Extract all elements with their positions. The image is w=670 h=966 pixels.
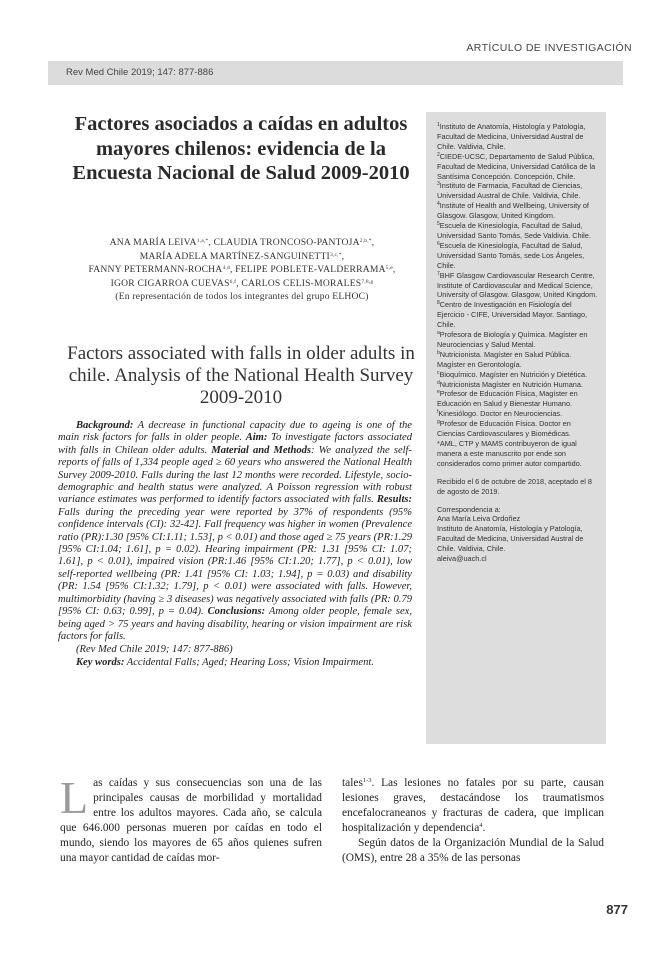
affiliation-text: CIEDE-UCSC, Departamento de Salud Pública, Facultad de Medicina, Universidad Católica de la Santísima Concepción. Concepción, Chile. [437, 151, 596, 181]
affiliation-mark: e [437, 389, 440, 396]
affiliation-text: Institute of Health and Wellbeing, University of Glasgow. Glasgow, United Kingdom. [437, 201, 589, 221]
affiliation-text: Nutricionista. Magíster en Salud Pública. Magíster en Gerontología. [437, 349, 572, 369]
affiliation-item [437, 380, 599, 390]
affiliation-mark: d [437, 379, 440, 386]
affiliation-item [437, 201, 599, 221]
affiliation-text: Instituto de Farmacia, Facultad de Ciencias, Universidad Austral de Chile. Valdivia, Chile. [437, 181, 583, 201]
affiliation-text: Kinesiólogo. Doctor en Neurociencias. [438, 409, 563, 419]
affiliation-item [437, 241, 599, 271]
affiliation-item [437, 181, 599, 201]
author-affiliation-mark: 2,b,* [359, 238, 372, 244]
abstract-methods-label: Material and Methods [211, 444, 311, 456]
author-affiliation-mark: 6,f [229, 278, 237, 285]
author-affiliation-mark: 3,c,* [329, 251, 342, 258]
affiliation-text: Profesor de Educación Física. Doctor en Ciencias Cardiovasculares y Biomédicas. [437, 419, 571, 439]
affiliation-text: Centro de Investigación en Fisiología del Ejercicio - CIFE, Universidad Mayor. Santiago, Chile. [437, 300, 588, 330]
affiliation-mark: c [437, 369, 440, 376]
affiliation-item [437, 122, 599, 152]
body-paragraph [60, 772, 322, 867]
affiliation-item [437, 152, 599, 182]
article-title-spanish: Factores asociados a caídas en adultos mayores chilenos: evidencia de la Encuesta Nacional de Salud 2009-2010 [72, 113, 410, 184]
contribution-note: *AML, CTP y MAMS contribuyeron de igual manera a este manuscrito por ende son considerados como primer autor compartido. [437, 439, 582, 468]
author-affiliation-mark: 1,a,* [196, 238, 209, 244]
affiliation-item [437, 419, 599, 439]
keywords-label: Key words: [76, 656, 125, 668]
affiliation-text: BHF Glasgow Cardiovascular Research Centre, Institute of Cardiovascular and Medical Science, University of Glasgow. Glasgow, United Kingdom. [437, 270, 598, 300]
body-text: as caídas y sus consecuencias son una de las principales causas de morbilidad y mortalidad entre los adultos mayores. Cada año, se calcula que 646.000 personas mueren por caídas en todo el mundo, siendo los mayores de 65 años quienes sufren una mayor cantidad de caídas mor- [60, 777, 322, 865]
abstract-aim: To investigate factors associated with falls in Chilean older adults. [58, 432, 412, 456]
abstract-conclusions-label: Conclusions: [207, 606, 266, 618]
affiliation-mark: b [437, 349, 440, 356]
affiliation-mark: f [437, 409, 439, 416]
affiliation-mark: 1 [437, 122, 440, 128]
affiliation-mark: a [437, 330, 440, 337]
affiliation-item [437, 300, 599, 330]
article-title-english: Factors associated with falls in older adults in chile. Analysis of the National Health Survey 2009-2010 [67, 343, 415, 408]
abstract-paragraph [58, 420, 412, 643]
affiliation-text: Nutricionista Magíster en Nutrición Humana. [439, 379, 583, 389]
drop-cap: L [60, 772, 89, 823]
affiliation-item [437, 409, 599, 419]
section-label: ARTÍCULO DE INVESTIGACIÓN [466, 42, 632, 54]
abstract-background-label: Background: [76, 420, 134, 431]
affiliation-mark: g [437, 419, 440, 426]
author-name: CLAUDIA TRONCOSO-PANTOJA [213, 237, 360, 248]
abstract-keywords [58, 657, 412, 669]
affiliation-text: Bioquímico. Magíster en Nutrición y Dietética. [439, 369, 588, 379]
keywords-text: Accidental Falls; Aged; Hearing Loss; Vision Impairment. [124, 656, 374, 668]
author-name: MARÍA ADELA MARTÍNEZ-SANGUINETTI [139, 250, 330, 262]
journal-reference: Rev Med Chile 2019; 147: 877-886 [66, 67, 214, 78]
body-column-left [60, 772, 322, 867]
correspondence-label: Correspondencia a: [437, 504, 501, 514]
affiliation-text: Profesor de Educación Física, Magíster en Educación en Salud y Bienestar Humano. [437, 389, 578, 409]
affiliation-mark: 7 [437, 270, 440, 277]
body-text: . [482, 822, 486, 835]
correspondence-name: Ana María Leiva Ordoñez [437, 514, 521, 524]
affiliation-item [437, 221, 599, 241]
affiliation-text: Profesora de Biología y Química. Magíster en Neurociencias y Salud Mental. [437, 330, 588, 349]
affiliation-item [437, 370, 599, 380]
affiliation-text: Instituto de Anatomía, Histología y Patología, Facultad de Medicina, Universidad Austral de Chile. Valdivia, Chile. [437, 122, 586, 151]
abstract-results-label: Results: [376, 494, 412, 506]
citation-mark: 4 [479, 822, 483, 830]
correspondence-email[interactable]: aleiva@uach.cl [437, 554, 487, 564]
affiliation-list [437, 122, 599, 439]
author-list: ANA MARÍA $LEIVA^{1,a,*}$, CLAUDIA TRONCOSO-$PANTOJA^{2,b,*}$, MARÍA ADELA MARTÍNEZ-$SANGUINETTI^{3,c,*}$, FANNY PETERMANN-ROCHA$^{4,d}$, FELIPE POBLETE-VALDERRAMA$^{5,e}$, IGOR CIGARROA CUEVAS$^{6,f}$, CARLOS CELIS-MORALES$^{7,8,g}$ (En representación de todos los integrantes del grupo ELHOC) [88, 237, 396, 303]
affiliation-item [437, 271, 599, 301]
affiliation-item [437, 389, 599, 409]
correspondence-address: Instituto de Anatomía, Histología y Patología, Facultad de Medicina, Universidad Austral de Chile. Valdivia, Chile. [437, 524, 584, 554]
author-affiliation-mark: 4,d [222, 265, 230, 272]
affiliation-text: Escuela de Kinesiología, Facultad de Salud, Universidad Santo Tomás, Sede Valdivia. Chile. [437, 221, 591, 240]
page-number: 877 [606, 902, 628, 917]
author-name: IGOR CIGARROA CUEVAS [110, 277, 230, 289]
affiliation-mark: 8 [437, 300, 440, 307]
journal-header-bar [48, 61, 623, 85]
affiliation-mark: 2 [437, 151, 440, 158]
author-affiliation-mark: 5,e [385, 265, 393, 272]
affiliation-mark: 4 [437, 201, 440, 208]
affiliation-item [437, 330, 599, 350]
abstract-results: Falls during the preceding year were reported by 37% of respondents (95% confidence intervals (CI): 32-42]. Fall frequency was higher in women (Prevalence ratio (PR):1.30 [95% CI:1.11; 1.53], p < 0.01) and those aged ≥ 75 years (PR:1.29 [95% CI:1.04; 1.61], p = 0.02). Hearing impairment (PR: 1.31 [95% CI: 1.07; 1.61], p < 0.01), impaired vision (PR:1.46 [95% CI:1.20; 1.77], p < 0.01), low self-reported wellbeing (PR: 1.41 [95% CI: 1.03; 1.94], p = 0.03) and disability (PR: 1.54 [95% CI:1.32; 1.79], p < 0.01) were associated with falls. However, multimorbidity (having ≥ 3 diseases) was negatively associated with falls (PR: 0.79 [95% CI: 0.63; 0.99], p = 0.04). [58, 506, 412, 618]
author-name: CARLOS CELIS-MORALES [241, 277, 362, 289]
abstract-conclusions: Among older people, female sex, being aged > 75 years and having disability, hearing or vision impairment are risk factors for falls. [58, 606, 412, 642]
affiliation-mark: 3 [437, 181, 440, 188]
abstract-aim-label: Aim: [245, 432, 268, 444]
affiliation-text: Escuela de Kinesiología, Facultad de Salud, Universidad Santo Tomás, sede Los Ángeles, Chile. [437, 240, 585, 270]
author-name: FELIPE POBLETE-VALDERRAMA [235, 264, 386, 276]
body-text: tales [342, 777, 363, 789]
author-name: FANNY PETERMANN-ROCHA [88, 264, 223, 276]
body-text: . Las lesiones no fatales por su parte, causan lesiones graves, destacándose los traumatismos encefalocraneanos y fracturas de cadera, que implican hospitalización y dependencia [342, 777, 604, 835]
body-column-right [342, 776, 604, 867]
body-paragraph: Según datos de la Organización Mundial de la Salud (OMS), entre 28 a 35% de las personas [342, 837, 604, 865]
author-name: ANA MARÍA LEIVA [109, 237, 197, 248]
citation-mark: 1-3 [362, 777, 372, 784]
author-affiliation-mark: 7,8,g [361, 278, 374, 285]
abstract [58, 420, 412, 669]
affiliation-item [437, 350, 599, 370]
author-group-note: (En representación de todos los integrantes del grupo ELHOC) [115, 291, 369, 303]
received-date: Recibido el 6 de octubre de 2018, aceptado el 8 de agosto de 2019. [437, 476, 592, 496]
abstract-citation: (Rev Med Chile 2019; 147: 877-886) [76, 644, 233, 656]
body-paragraph [342, 776, 604, 836]
affiliation-mark: 5 [437, 221, 440, 228]
abstract-methods: : We analyzed the self-reports of falls of 1,334 people aged ≥ 60 years who answered the National Health Survey 2009-2010. Falls during the last 12 months were recorded. Lifestyle, socio-demographic and health status were analyzed. A Poisson regression with robust variance estimates was performed to identify factors associated with falls. [58, 444, 412, 506]
affiliations-sidebar [426, 112, 606, 744]
abstract-background: A decrease in functional capacity due to ageing is one of the main risk factors for falls in older people. [58, 420, 412, 444]
affiliation-mark: 6 [437, 240, 440, 247]
